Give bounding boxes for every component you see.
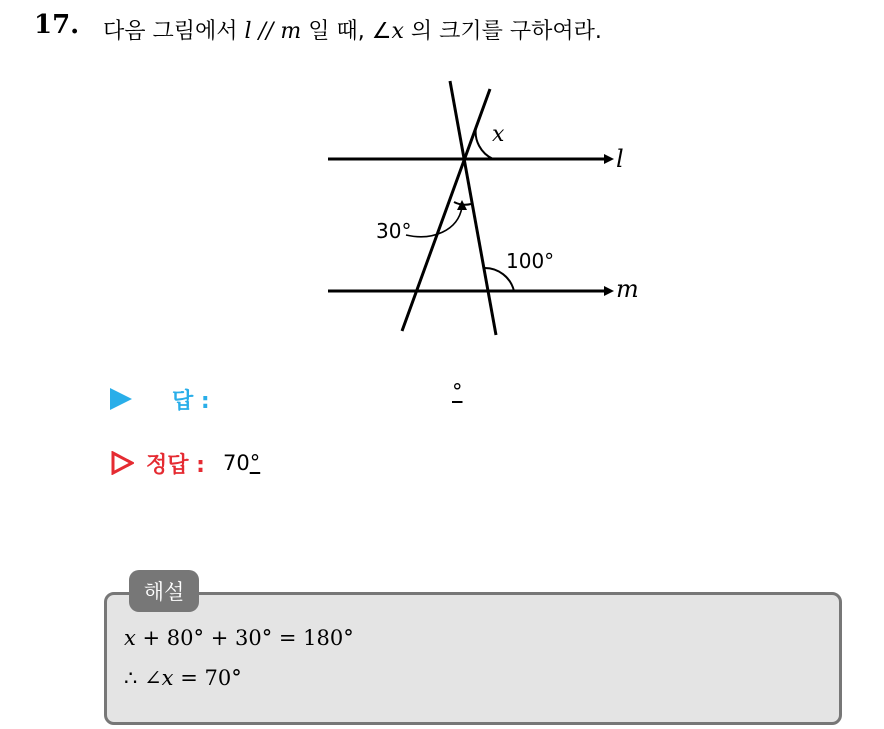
angle-x-arc	[476, 127, 493, 159]
question-text	[103, 14, 602, 45]
line-m-symbol: m	[280, 19, 302, 44]
angle-x-label: x	[492, 122, 505, 147]
angle-x-symbol: x	[391, 19, 404, 44]
solution-equation-2: = 70°	[180, 666, 242, 690]
correct-answer-label: 정답 :	[146, 452, 205, 478]
answer-input-unit[interactable]: °	[452, 380, 463, 404]
outline-triangle-icon	[110, 451, 134, 475]
geometry-figure	[320, 75, 650, 340]
play-triangle-icon	[110, 388, 132, 410]
angle-30-label: 30°	[376, 219, 412, 243]
angle-30-pointer	[406, 207, 462, 237]
angle-100-label: 100°	[506, 249, 555, 273]
question-text-mid: 일 때,	[308, 19, 365, 44]
question-text-suffix: 의 크기를 구하여라.	[410, 19, 602, 44]
solution-tag: 해설	[129, 570, 199, 612]
therefore-symbol: ∴	[124, 666, 138, 690]
solution-equation-1: + 80° + 30° = 180°	[142, 626, 354, 650]
solution-angle-symbol: ∠	[144, 666, 162, 690]
line-l-label: l	[616, 145, 624, 173]
correct-answer-value	[223, 451, 260, 475]
correct-answer-row	[110, 446, 260, 480]
line-m-arrow	[604, 286, 614, 296]
line-l-symbol: l	[244, 19, 252, 44]
solution-angle-var: x	[161, 666, 174, 690]
angle-symbol: ∠	[371, 19, 392, 44]
correct-answer-unit: °	[249, 451, 261, 475]
line-l-arrow	[604, 154, 614, 164]
solution-line-1	[124, 626, 354, 650]
question-number: 17.	[34, 10, 80, 40]
transversal-2	[402, 89, 490, 331]
parallel-symbol: //	[258, 19, 274, 44]
solution-line-2	[124, 666, 242, 690]
solution-var-x: x	[124, 626, 136, 650]
answer-label: 답 :	[172, 388, 210, 414]
transversal-1	[450, 81, 496, 335]
correct-answer-number: 70	[222, 451, 250, 475]
line-m-label: m	[616, 275, 639, 303]
question-text-prefix: 다음 그림에서	[103, 19, 238, 44]
answer-row	[110, 382, 210, 416]
solution-box	[104, 592, 842, 725]
